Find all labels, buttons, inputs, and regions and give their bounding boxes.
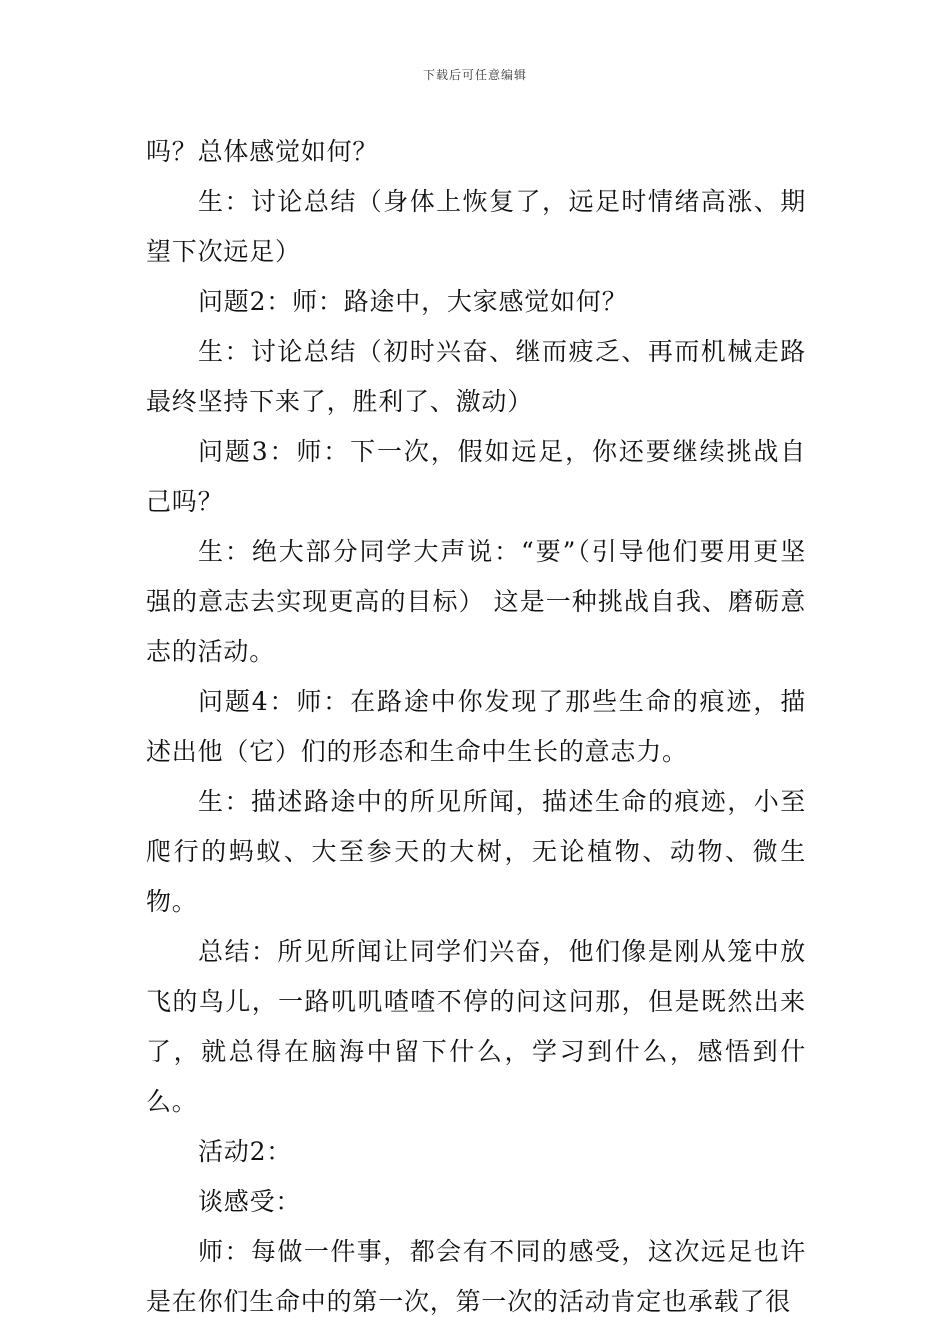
paragraph-10: 活动2：: [198, 1137, 293, 1166]
paragraph-12: 师：每做一件事，都会有不同的感受，这次远足也许是在你们生命中的第一次，第一次的活动肯定也承载了很: [146, 1237, 806, 1316]
paragraph-11: 谈感受：: [198, 1187, 302, 1216]
paragraph-2: 生：讨论总结（身体上恢复了，远足时情绪高涨、期望下次远足）: [146, 187, 806, 266]
paragraph-7: 问题4：师：在路途中你发现了那些生命的痕迹，描述出他（它）们的形态和生命中生长的意志力。: [146, 687, 806, 766]
page-header: 下载后可任意编辑: [422, 68, 527, 82]
paragraph-4: 生：讨论总结（初时兴奋、继而疲乏、再而机械走路最终坚持下来了，胜利了、激动）: [146, 337, 806, 416]
paragraph-3: 问题2：师：路途中，大家感觉如何？: [198, 287, 628, 316]
paragraph-8: 生：描述路途中的所见所闻，描述生命的痕迹，小至爬行的蚂蚁、大至参天的大树，无论植物、动物、微生物。: [146, 787, 806, 916]
body-text: [146, 127, 806, 1327]
paragraph-5: 问题3：师：下一次，假如远足，你还要继续挑战自己吗？: [146, 437, 806, 516]
paragraph-9: 总结：所见所闻让同学们兴奋，他们像是刚从笼中放飞的鸟儿，一路叽叽喳喳不停的问这问那，但是既然出来了，就总得在脑海中留下什么，学习到什么，感悟到什么。: [146, 937, 806, 1116]
paragraph-1: 吗？总体感觉如何？: [146, 137, 379, 166]
paragraph-6: 生：绝大部分同学大声说：“要”（引导他们要用更坚强的意志去实现更高的目标） 这是一种挑战自我、磨砺意志的活动。: [146, 537, 806, 666]
